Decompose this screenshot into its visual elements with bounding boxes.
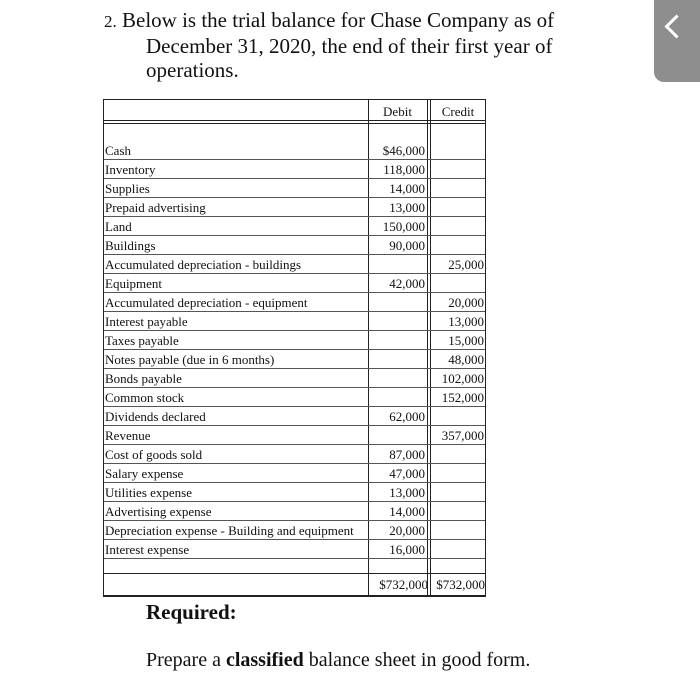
account-cell: Inventory <box>105 162 156 177</box>
side-panel-tab[interactable] <box>654 0 700 82</box>
credit-cell: 15,000 <box>448 333 484 348</box>
credit-cell <box>430 198 484 217</box>
credit-cell: 20,000 <box>448 295 484 310</box>
credit-cell: 357,000 <box>441 428 484 443</box>
account-cell: Land <box>105 219 132 234</box>
credit-cell <box>430 179 484 198</box>
debit-cell: 42,000 <box>389 276 425 291</box>
total-debit: $732,000 <box>379 577 428 592</box>
account-cell: Accumulated depreciation - equipment <box>105 295 308 310</box>
account-cell: Interest payable <box>105 314 188 329</box>
credit-cell <box>430 217 484 236</box>
debit-cell: 47,000 <box>389 466 425 481</box>
account-cell: Revenue <box>105 428 151 443</box>
account-cell: Equipment <box>105 276 163 291</box>
debit-cell <box>369 426 425 445</box>
debit-cell <box>369 388 425 407</box>
debit-cell: 118,000 <box>383 162 425 177</box>
total-credit: $732,000 <box>436 577 485 592</box>
required-instruction <box>146 649 530 672</box>
credit-cell: 48,000 <box>448 352 484 367</box>
credit-cell <box>430 274 484 293</box>
question-text <box>104 8 574 82</box>
account-cell: Buildings <box>105 238 156 253</box>
account-cell: Dividends declared <box>105 409 206 424</box>
debit-cell: 14,000 <box>389 504 425 519</box>
header-divider <box>104 123 485 124</box>
trial-balance-table <box>103 99 486 597</box>
credit-cell <box>430 521 484 540</box>
account-cell: Cash <box>105 143 131 158</box>
debit-cell <box>369 369 425 388</box>
credit-cell <box>430 236 484 255</box>
column-divider <box>427 100 428 596</box>
account-cell: Accumulated depreciation - buildings <box>105 257 302 272</box>
account-cell: Taxes payable <box>105 333 179 348</box>
account-cell: Prepaid advertising <box>105 200 206 215</box>
instruction-emphasis: classified <box>225 649 304 671</box>
totals-divider <box>104 595 485 596</box>
credit-cell <box>430 160 484 179</box>
credit-cell <box>430 407 484 426</box>
instruction-prefix: Prepare a <box>146 649 226 671</box>
account-cell: Interest expense <box>105 542 190 557</box>
credit-cell: 102,000 <box>441 371 484 386</box>
account-cell: Depreciation expense - Building and equipment <box>105 523 354 538</box>
account-cell: Common stock <box>105 390 185 405</box>
debit-cell <box>369 350 425 369</box>
debit-cell: 13,000 <box>389 200 425 215</box>
credit-cell <box>430 141 484 160</box>
credit-cell <box>430 445 484 464</box>
question-line-1: Below is the trial balance for Chase Company as of <box>122 8 555 32</box>
required-heading: Required: <box>146 600 237 624</box>
debit-cell <box>369 312 425 331</box>
account-cell: Advertising expense <box>105 504 212 519</box>
credit-cell <box>430 483 484 502</box>
chevron-left-icon <box>664 14 688 38</box>
debit-cell: 90,000 <box>389 238 425 253</box>
debit-cell: 20,000 <box>389 523 425 538</box>
account-cell: Cost of goods sold <box>105 447 203 462</box>
totals-divider <box>104 573 485 574</box>
question-line-2: December 31, 2020, the end of their first year of <box>146 34 553 58</box>
debit-cell: 14,000 <box>389 181 425 196</box>
header-credit: Credit <box>441 104 475 119</box>
header-debit: Debit <box>383 104 412 119</box>
account-cell: Utilities expense <box>105 485 193 500</box>
account-cell: Salary expense <box>105 466 184 481</box>
debit-cell: 62,000 <box>389 409 425 424</box>
credit-cell <box>430 502 484 521</box>
header-account <box>105 102 367 122</box>
credit-cell: 25,000 <box>448 257 484 272</box>
credit-cell <box>430 464 484 483</box>
account-cell: Supplies <box>105 181 150 196</box>
debit-cell: 16,000 <box>389 542 425 557</box>
debit-cell: 87,000 <box>389 447 425 462</box>
debit-cell <box>369 331 425 350</box>
question-number: 2. <box>104 12 117 31</box>
credit-cell: 13,000 <box>448 314 484 329</box>
account-cell: Notes payable (due in 6 months) <box>105 352 275 367</box>
account-cell: Bonds payable <box>105 371 182 386</box>
instruction-suffix: balance sheet in good form. <box>303 649 531 671</box>
credit-cell <box>430 540 484 559</box>
debit-cell: 13,000 <box>389 485 425 500</box>
credit-cell: 152,000 <box>441 390 484 405</box>
debit-cell: 150,000 <box>382 219 425 234</box>
question-line-3: operations. <box>146 58 239 82</box>
debit-cell: $46,000 <box>382 143 425 158</box>
debit-cell <box>369 293 425 312</box>
debit-cell <box>369 255 425 274</box>
